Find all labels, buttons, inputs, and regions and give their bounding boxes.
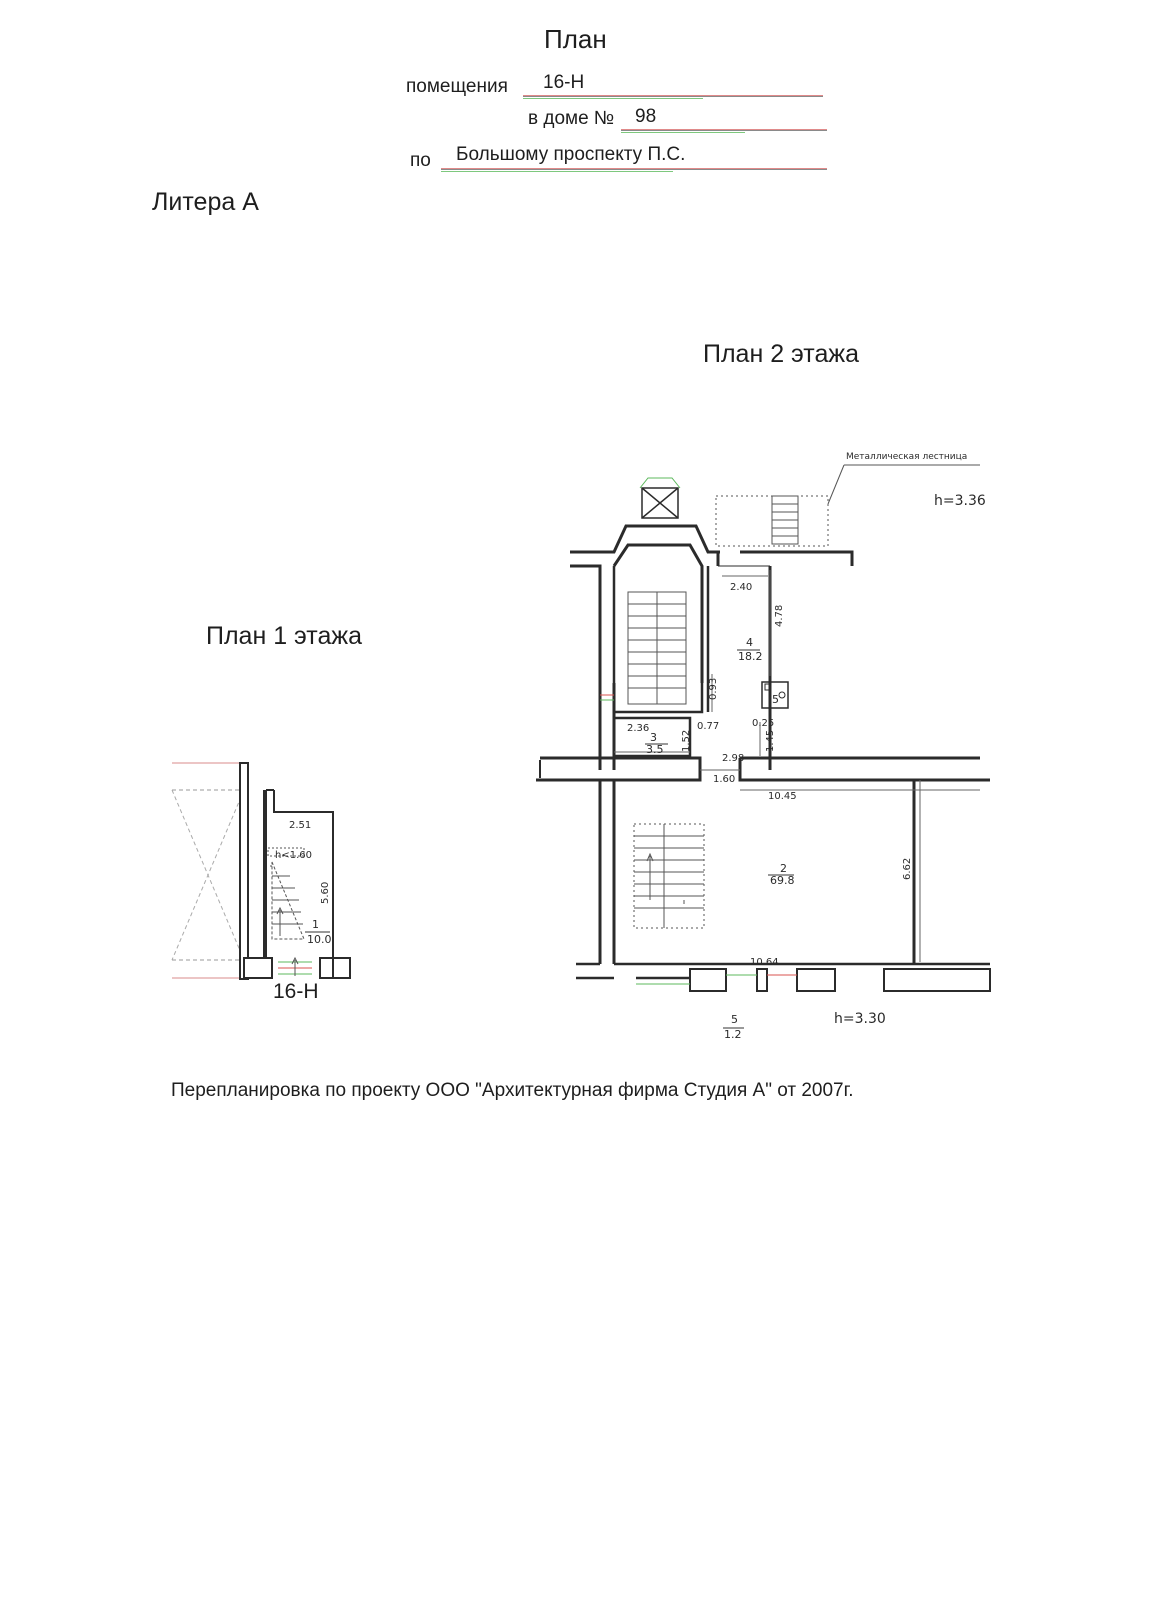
f2-room4-area: 18.2: [738, 650, 763, 663]
f2-dim-240: 2.40: [730, 582, 753, 593]
house-label: в доме №: [528, 108, 615, 129]
f1-room1-area: 10.0: [307, 933, 332, 946]
f2-room5-outside-area: 1.2: [724, 1028, 742, 1041]
f2-dim-1045: 10.45: [768, 791, 797, 802]
f1-dim-height: h<1.60: [275, 850, 312, 861]
f2-room2-area: 69.8: [770, 874, 795, 887]
f2-dim-093: 0.93: [708, 677, 719, 700]
f2-height-top: h=3.36: [934, 493, 986, 509]
f2-room3-number: 3: [650, 731, 657, 744]
f2-dim-025: 0.25: [752, 718, 775, 729]
f1-room1-number: 1: [312, 918, 319, 931]
f2-dim-1064: 10.64: [750, 957, 779, 968]
f2-room5-number: 5: [772, 693, 779, 706]
f2-room4-number: 4: [746, 636, 753, 649]
floor1-heading: План 1 этажа: [206, 622, 362, 650]
premises-label: помещения: [406, 76, 508, 97]
f2-dim-145: 1.45: [765, 729, 776, 752]
f2-stair-note: Металлическая лестница: [846, 452, 968, 462]
f2-dim-236: 2.36: [627, 723, 650, 734]
floor1-unit-label: 16-Н: [273, 980, 319, 1003]
floor1-plan: [172, 763, 350, 979]
f2-room5-outside-number: 5: [731, 1013, 738, 1026]
f2-dim-160: 1.60: [713, 774, 736, 785]
replanning-note: Перепланировка по проекту ООО "Архитектурная фирма Студия А" от 2007г.: [171, 1080, 854, 1101]
house-value: 98: [635, 106, 657, 127]
f2-dim-077: 0.77: [697, 721, 720, 732]
f2-room2-number: 2: [780, 862, 787, 875]
plan-title: План: [544, 24, 607, 54]
f2-room3-area: 3.5: [646, 743, 664, 756]
street-value: Большому проспекту П.С.: [456, 144, 686, 165]
premises-value: 16-Н: [543, 72, 585, 93]
f2-dim-298: 2.98: [722, 753, 745, 764]
litera-label: Литера А: [152, 188, 259, 216]
f2-dim-478: 4.78: [774, 604, 785, 627]
f2-dim-152: 1.52: [681, 729, 692, 752]
floor2-heading: План 2 этажа: [703, 340, 859, 368]
f1-dim-length: 5.60: [320, 881, 331, 904]
street-label: по: [410, 150, 431, 171]
f2-height-bottom: h=3.30: [834, 1011, 886, 1027]
f1-dim-width: 2.51: [289, 820, 312, 831]
f2-dim-662: 6.62: [902, 857, 913, 880]
